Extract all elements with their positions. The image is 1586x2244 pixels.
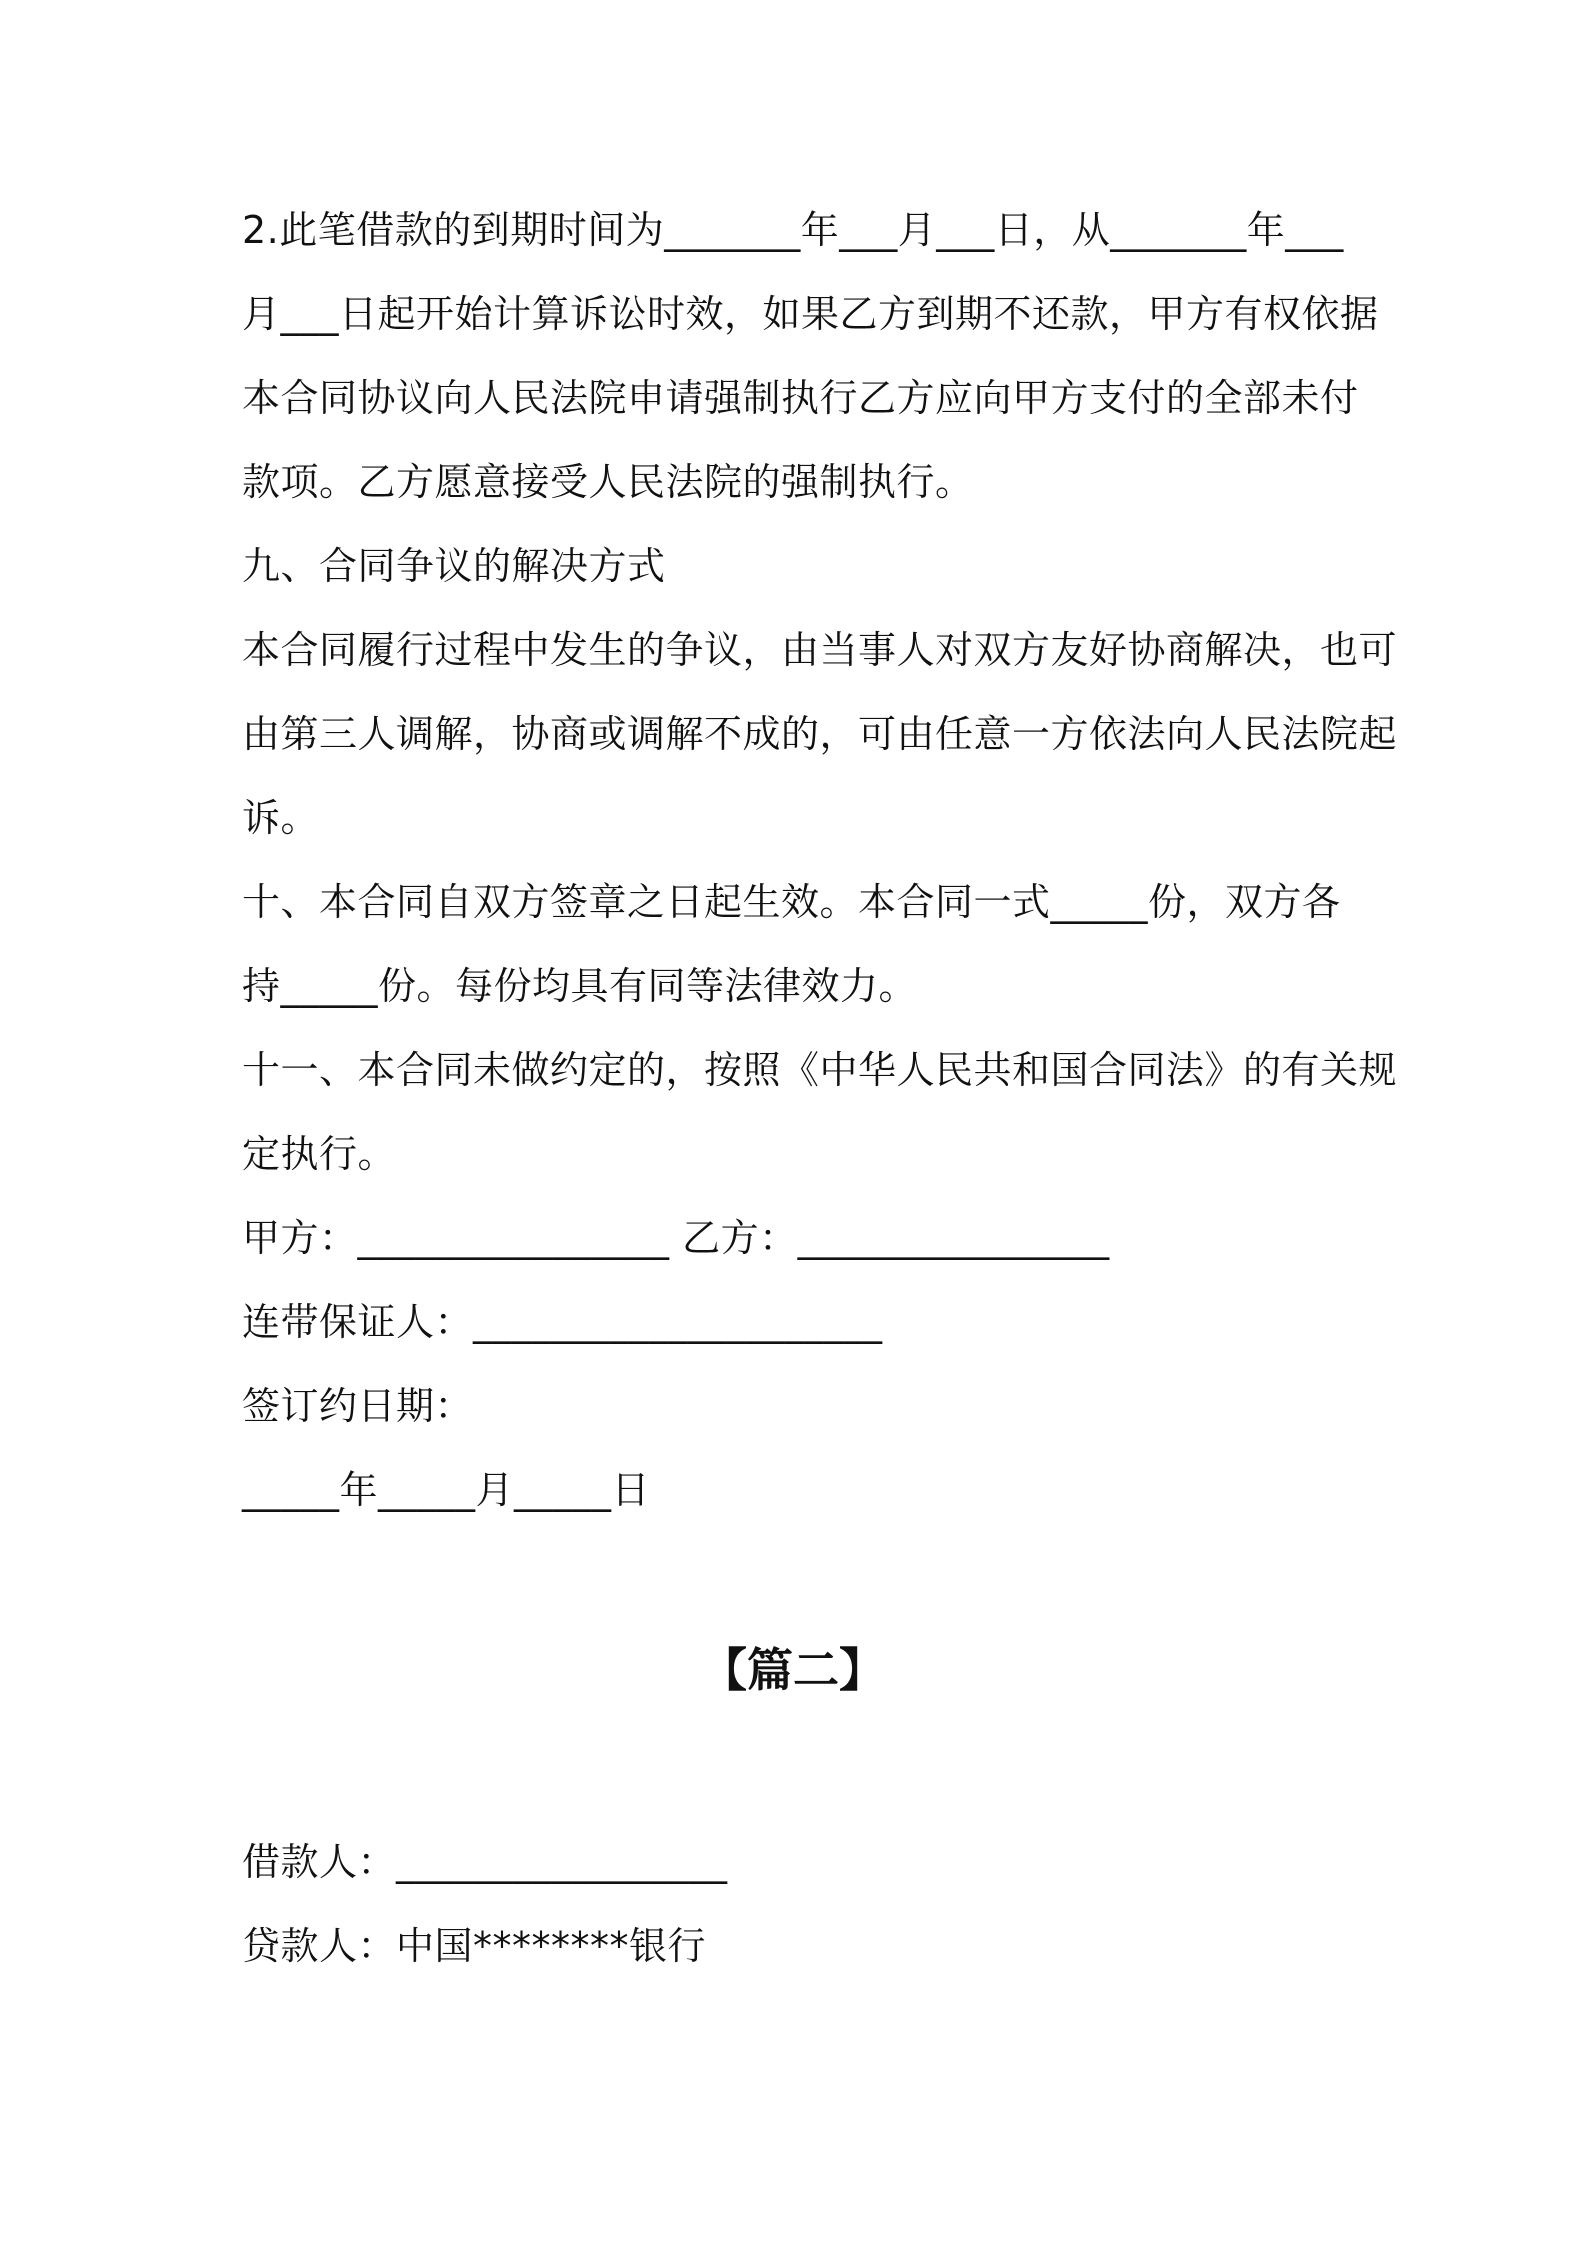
clause9-line-1: 本合同履行过程中发生的争议，由当事人对双方友好协商解决，也可 <box>242 628 1398 672</box>
section-heading: 【篇二】 <box>701 1643 885 1697</box>
clause8-line-3: 本合同协议向人民法院申请强制执行乙方应向甲方支付的全部未付 <box>242 376 1359 420</box>
clause11-line-2: 定执行。 <box>242 1132 397 1176</box>
clause9-line-2: 由第三人调解，协商或调解不成的，可由任意一方依法向人民法院起 <box>242 712 1398 756</box>
clause9-title: 九、合同争议的解决方式 <box>242 544 666 588</box>
clause8-line-4: 款项。乙方愿意接受人民法院的强制执行。 <box>242 460 974 504</box>
guarantor-signature-line: 连带保证人：_____________________ <box>242 1300 883 1344</box>
party-signature-lines: 甲方：________________ 乙方：________________ <box>242 1216 1110 1260</box>
signing-date-line: _____年_____月_____日 <box>242 1468 651 1512</box>
clause8-line-2: 月___日起开始计算诉讼时效，如果乙方到期不还款，甲方有权依据 <box>242 292 1379 336</box>
clause10-line-2: 持_____份。每份均具有同等法律效力。 <box>242 964 918 1008</box>
signing-date-label: 签订约日期： <box>242 1384 474 1428</box>
clause9-line-3: 诉。 <box>242 796 320 840</box>
clause8-line-1: 2.此笔借款的到期时间为_______年___月___日，从_______年___ <box>242 208 1344 252</box>
borrower-line: 借款人：_________________ <box>242 1840 728 1884</box>
clause10-line-1: 十、本合同自双方签章之日起生效。本合同一式_____份，双方各 <box>242 880 1341 924</box>
lender-line: 贷款人：中国********银行 <box>242 1924 707 1968</box>
clause11-line-1: 十一、本合同未做约定的，按照《中华人民共和国合同法》的有关规 <box>242 1048 1398 1092</box>
